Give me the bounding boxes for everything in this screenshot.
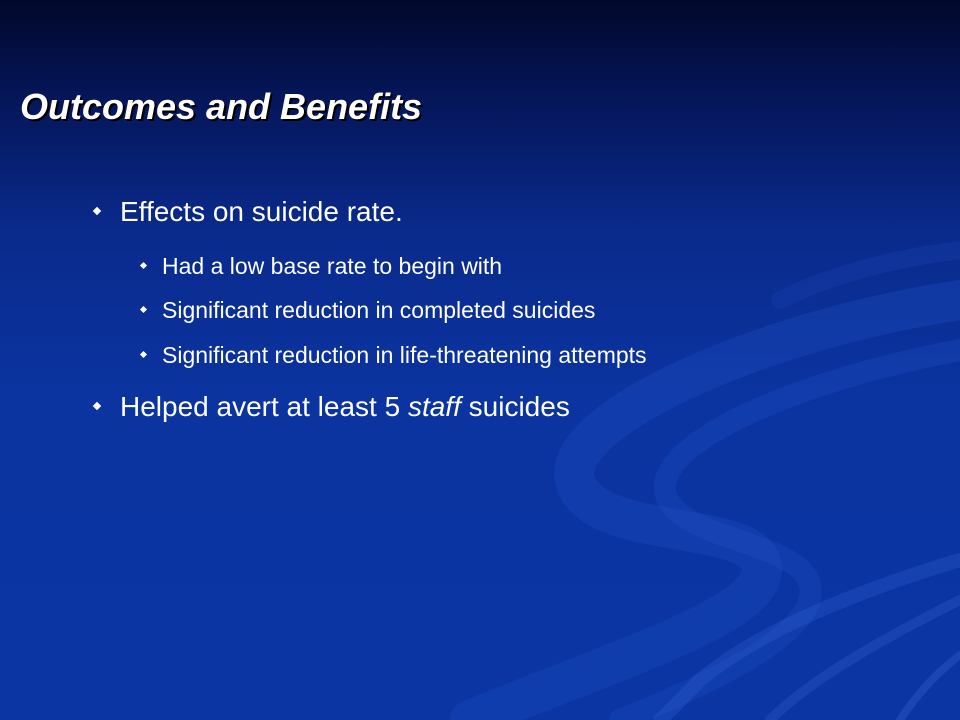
- bullet-item: [120, 196, 403, 228]
- diamond-bullet-icon: [93, 207, 101, 215]
- bullet-text-before: Helped avert at least 5: [120, 391, 408, 422]
- sub-bullet-text: Significant reduction in life-threatening attempts: [162, 342, 647, 368]
- sub-bullet-item: [162, 297, 595, 324]
- bullet-item: [120, 391, 570, 423]
- bullet-text: Effects on suicide rate.: [120, 196, 403, 227]
- diamond-bullet-icon: [140, 351, 147, 358]
- diamond-bullet-icon: [93, 402, 101, 410]
- diamond-bullet-icon: [140, 306, 147, 313]
- bullet-text-after: suicides: [460, 391, 570, 422]
- sub-bullet-item: [162, 253, 502, 280]
- bullet-text-emphasis: staff: [407, 391, 461, 422]
- diamond-bullet-icon: [140, 262, 147, 269]
- sub-bullet-text: Had a low base rate to begin with: [162, 253, 503, 279]
- sub-bullet-text: Significant reduction in completed suicides: [162, 297, 596, 323]
- slide-title: Outcomes and Benefits: [20, 86, 423, 127]
- sub-bullet-item: [162, 342, 647, 369]
